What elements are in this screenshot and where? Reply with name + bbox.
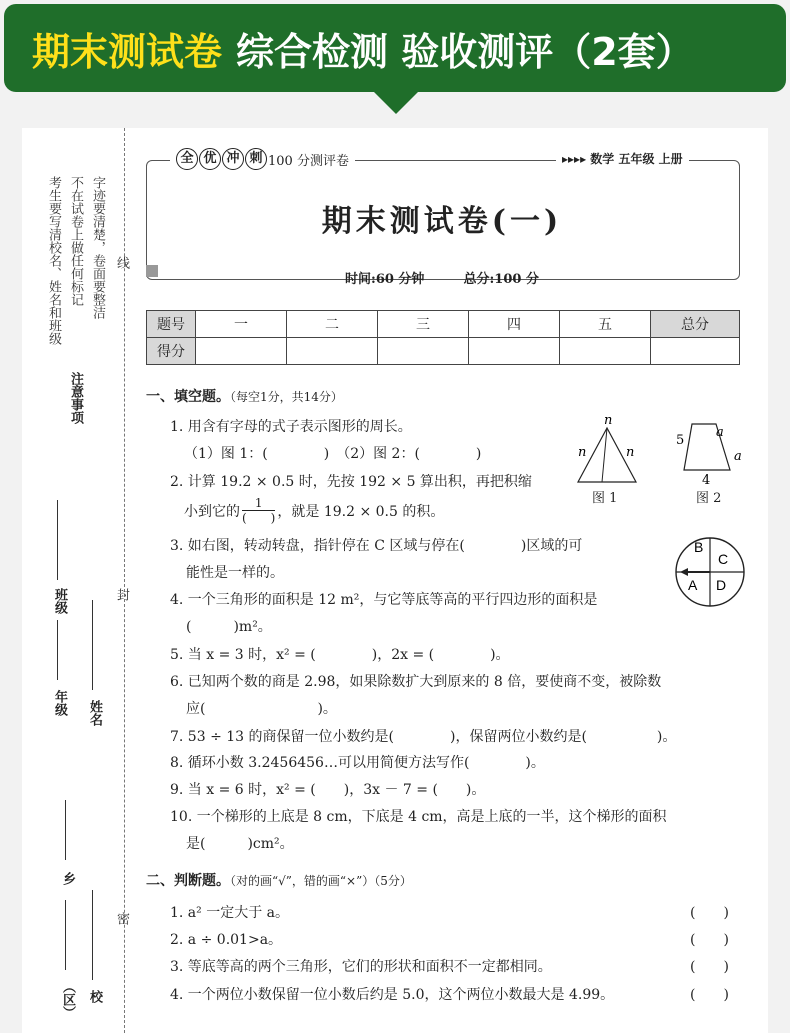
question-2-text: 2. 计算 19.2 × 0.5 时，先按 192 × 5 算出积，再把积缩 (170, 474, 532, 490)
name-underline (92, 600, 93, 690)
score-table (146, 310, 740, 365)
question-9-text: 9. 当 x = 6 时，x² = ( )，3x － 7 = ( )。 (170, 782, 486, 798)
q2-text-post: ，就是 19.2 × 0.5 的积。 (277, 503, 445, 520)
score-cell[interactable] (196, 338, 287, 365)
banner-pointer (372, 90, 420, 114)
section-2-heading (146, 870, 412, 890)
seal-char: 全 (176, 148, 198, 170)
judge-2-answer[interactable]: ( ) (690, 932, 729, 948)
figure-2-caption: 图 2 (696, 491, 722, 506)
score-cell[interactable] (378, 338, 469, 365)
fraction (242, 496, 275, 525)
score-table-header: 三 (378, 311, 469, 338)
spinner-label-b: B (694, 539, 704, 555)
score-table-header: 一 (196, 311, 287, 338)
judge-2-text: 2. a ÷ 0.01>a。 (170, 932, 283, 948)
section-2-note: （对的画“√”，错的画“×”）（5分） (230, 874, 412, 888)
trapezoid-figure (672, 416, 752, 488)
notice-col-3: 字迹要清楚，卷面要整洁 (90, 176, 105, 319)
exam-title: 期末测试卷(一) (321, 204, 563, 239)
seal-mark-feng: 封 (114, 588, 129, 601)
trapezoid-label-bottom: 4 (702, 473, 711, 488)
notice-col-1: 考生要写清校名、姓名和班级 (46, 176, 61, 345)
school-underline (92, 890, 93, 980)
score-table-header: 五 (560, 311, 651, 338)
question-5-text: 5. 当 x = 3 时，x² = ( )，2x = ( )。 (170, 647, 510, 663)
class-field-label: 班级 (52, 588, 67, 614)
triangle-figure (572, 412, 642, 488)
triangle-label-left: n (578, 445, 587, 460)
score-table-header: 题号 (147, 311, 196, 338)
triangle-label-top: n (604, 413, 613, 428)
score-table-header: 二 (287, 311, 378, 338)
trapezoid-label-top: a (716, 425, 724, 440)
section-2-title: 二、判断题。 (146, 873, 230, 889)
trapezoid-label-left: 5 (676, 433, 685, 448)
seal-mark-mi: 密 (114, 912, 129, 925)
question-10-continued: 是( )cm²。 (186, 836, 294, 852)
spinner-label-c: C (718, 551, 729, 567)
question-6-text: 6. 已知两个数的商是 2.98，如果除数扩大到原来的 8 倍，要使商不变，被除数 (170, 674, 662, 690)
section-1-heading (146, 386, 343, 406)
class-underline (57, 500, 58, 580)
district-underline (65, 900, 66, 970)
score-cell[interactable] (560, 338, 651, 365)
time-limit: 时间:60 分钟 (345, 272, 425, 287)
total-score: 总分:100 分 (463, 272, 539, 287)
score-table-header: 四 (469, 311, 560, 338)
question-1-blanks: （1）图 1：( ) （2）图 2：( ) (184, 446, 482, 462)
question-4-continued: ( )m²。 (186, 619, 272, 635)
banner-title-rest: 综合检测 验收测评（2套） (236, 29, 694, 74)
notice-title: 注意事项 (68, 372, 83, 424)
name-field-label: 姓名 (87, 700, 102, 726)
judge-4-answer[interactable]: ( ) (690, 987, 729, 1003)
spinner-label-a: A (688, 577, 698, 593)
township-underline (65, 800, 66, 860)
question-3-continued: 能性是一样的。 (186, 565, 284, 581)
township-field-label: 乡 (60, 872, 75, 885)
score-table-header: 总分 (651, 311, 740, 338)
triangle-label-right: n (626, 445, 635, 460)
grade-underline (57, 620, 58, 680)
school-field-label: 校 (87, 990, 102, 1003)
seal-char: 刺 (245, 148, 267, 170)
judge-3-text: 3. 等底等高的两个三角形，它们的形状和面积不一定都相同。 (170, 959, 552, 975)
subject-label: ▸▸▸▸ 数学 五年级 上册 (556, 150, 689, 167)
spinner-figure (672, 534, 748, 610)
question-3-text: 3. 如右图，转动转盘，指针停在 C 区域与停在( )区域的可 (170, 538, 583, 554)
judge-4-text: 4. 一个两位小数保留一位小数后约是 5.0，这个两位小数最大是 4.99。 (170, 987, 615, 1003)
question-2-continued (184, 496, 444, 525)
seal-char: 优 (199, 148, 221, 170)
question-7-text: 7. 53 ÷ 13 的商保留一位小数约是( )，保留两位小数约是( )。 (170, 729, 677, 745)
section-1-title: 一、填空题。 (146, 389, 230, 405)
section-1-note: （每空1分，共14分） (230, 390, 343, 404)
question-6-continued: 应( )。 (186, 701, 337, 717)
seal-suffix: 100 分测评卷 (268, 153, 349, 169)
fraction-denominator: ( ) (242, 511, 276, 525)
judge-1-text: 1. a² 一定大于 a。 (170, 905, 290, 921)
question-1-text: 1. 用含有字母的式子表示图形的周长。 (170, 419, 412, 435)
question-10-text: 10. 一个梯形的上底是 8 cm，下底是 4 cm，高是上底的一半，这个梯形的面积 (170, 809, 667, 825)
seal-mark-xian: 线 (114, 256, 129, 269)
time-total-info (146, 268, 738, 287)
grade-field-label: 年级 (52, 690, 67, 716)
seal-char: 冲 (222, 148, 244, 170)
title-banner (4, 4, 786, 92)
district-field-label: （区） (60, 980, 75, 1019)
figure-1-caption: 图 1 (592, 491, 618, 506)
fraction-numerator: 1 (254, 496, 263, 510)
notice-col-2: 不在试卷上做任何标记 (68, 176, 83, 306)
banner-title-highlight: 期末测试卷 (32, 29, 223, 74)
score-cell[interactable] (469, 338, 560, 365)
score-cell[interactable] (287, 338, 378, 365)
trapezoid-label-right: a (734, 449, 742, 464)
q2-text-pre: 小到它的 (184, 503, 240, 520)
judge-1-answer[interactable]: ( ) (690, 905, 729, 921)
series-seal (170, 148, 355, 170)
score-row-label: 得分 (147, 338, 196, 365)
question-8-text: 8. 循环小数 3.2456456…可以用简便方法写作( )。 (170, 755, 545, 771)
question-4-text: 4. 一个三角形的面积是 12 m²，与它等底等高的平行四边形的面积是 (170, 592, 598, 608)
spinner-label-d: D (716, 577, 727, 593)
judge-3-answer[interactable]: ( ) (690, 959, 729, 975)
score-cell[interactable] (651, 338, 740, 365)
